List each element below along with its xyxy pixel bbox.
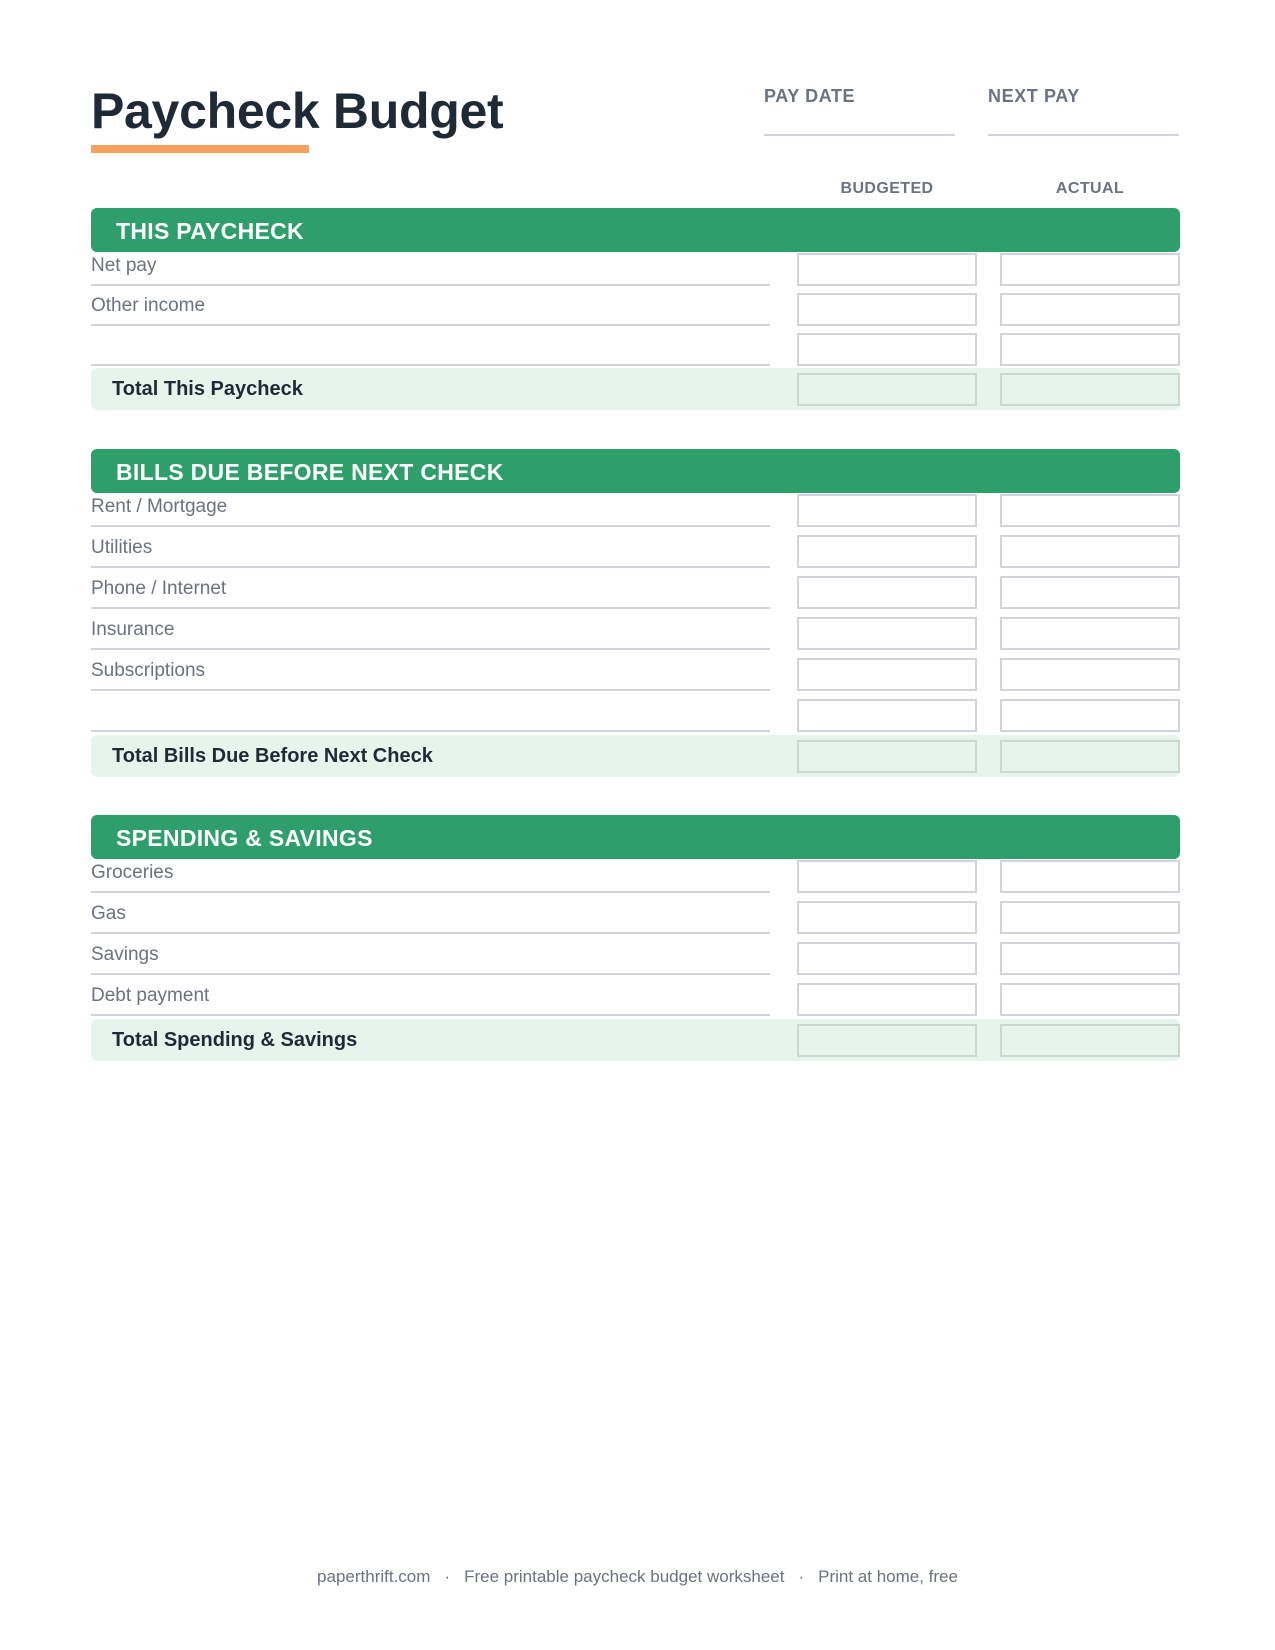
row-label: Utilities <box>91 537 153 558</box>
actual-cell[interactable] <box>1000 617 1180 650</box>
total-actual-cell[interactable] <box>1000 740 1180 773</box>
actual-cell[interactable] <box>1000 535 1180 568</box>
budget-row <box>91 293 1180 333</box>
budget-row <box>91 535 1180 575</box>
total-budgeted-cell[interactable] <box>797 373 977 406</box>
actual-cell[interactable] <box>1000 253 1180 286</box>
budgeted-cell[interactable] <box>797 699 977 732</box>
total-row-spending-savings <box>91 1019 1180 1061</box>
actual-cell[interactable] <box>1000 576 1180 609</box>
row-rule <box>91 607 770 609</box>
budgeted-cell[interactable] <box>797 293 977 326</box>
pay-date-line <box>764 134 955 136</box>
row-rule <box>91 932 770 934</box>
column-header-actual: ACTUAL <box>1055 180 1125 197</box>
row-label: Gas <box>91 903 126 924</box>
section-header-spending-savings: SPENDING & SAVINGS <box>91 815 1180 859</box>
actual-cell[interactable] <box>1000 658 1180 691</box>
footer-separator: · <box>798 1567 805 1586</box>
row-label: Groceries <box>91 862 174 883</box>
total-row-bills <box>91 735 1180 777</box>
total-budgeted-cell[interactable] <box>797 740 977 773</box>
budgeted-cell[interactable] <box>797 576 977 609</box>
total-actual-cell[interactable] <box>1000 373 1180 406</box>
total-label: Total This Paycheck <box>112 378 303 400</box>
total-label: Total Bills Due Before Next Check <box>112 745 433 767</box>
budget-row <box>91 253 1180 293</box>
row-rule <box>91 973 770 975</box>
actual-cell[interactable] <box>1000 699 1180 732</box>
actual-cell[interactable] <box>1000 983 1180 1016</box>
row-label: Savings <box>91 944 159 965</box>
budgeted-cell[interactable] <box>797 658 977 691</box>
row-rule[interactable] <box>91 364 770 366</box>
row-label: Subscriptions <box>91 660 206 681</box>
actual-cell[interactable] <box>1000 494 1180 527</box>
budget-row <box>91 983 1180 1023</box>
budgeted-cell[interactable] <box>797 494 977 527</box>
row-rule[interactable] <box>91 730 770 732</box>
next-pay-field[interactable] <box>988 86 1179 107</box>
row-label: Net pay <box>91 255 157 276</box>
budget-row <box>91 942 1180 982</box>
row-rule <box>91 648 770 650</box>
total-budgeted-cell[interactable] <box>797 1024 977 1057</box>
section-header-this-paycheck: THIS PAYCHECK <box>91 208 1180 252</box>
budgeted-cell[interactable] <box>797 253 977 286</box>
footer-site: paperthrift.com <box>317 1567 431 1586</box>
footer-separator: · <box>444 1567 451 1586</box>
pay-date-field[interactable] <box>764 86 955 107</box>
footer-note: Print at home, free <box>818 1567 958 1586</box>
next-pay-label: NEXT PAY <box>988 86 1080 106</box>
row-label: Phone / Internet <box>91 578 227 599</box>
row-rule <box>91 324 770 326</box>
row-rule <box>91 566 770 568</box>
row-label: Rent / Mortgage <box>91 496 228 517</box>
footer-description: Free printable paycheck budget worksheet <box>464 1567 785 1586</box>
page-title: Paycheck Budget <box>91 83 504 139</box>
budgeted-cell[interactable] <box>797 333 977 366</box>
pay-date-label: PAY DATE <box>764 86 856 106</box>
next-pay-line <box>988 134 1179 136</box>
budget-row <box>91 658 1180 698</box>
actual-cell[interactable] <box>1000 333 1180 366</box>
actual-cell[interactable] <box>1000 860 1180 893</box>
budget-row <box>91 576 1180 616</box>
row-rule <box>91 1014 770 1016</box>
total-actual-cell[interactable] <box>1000 1024 1180 1057</box>
actual-cell[interactable] <box>1000 942 1180 975</box>
budget-row <box>91 617 1180 657</box>
title-underline <box>91 145 309 153</box>
column-header-budgeted: BUDGETED <box>840 180 934 197</box>
row-label: Other income <box>91 295 206 316</box>
budgeted-cell[interactable] <box>797 535 977 568</box>
row-label: Debt payment <box>91 985 210 1006</box>
row-rule <box>91 284 770 286</box>
total-label: Total Spending & Savings <box>112 1029 358 1051</box>
budgeted-cell[interactable] <box>797 860 977 893</box>
row-rule <box>91 689 770 691</box>
actual-cell[interactable] <box>1000 901 1180 934</box>
budget-row <box>91 494 1180 534</box>
budgeted-cell[interactable] <box>797 983 977 1016</box>
row-rule <box>91 525 770 527</box>
budget-row-blank <box>91 333 1180 373</box>
actual-cell[interactable] <box>1000 293 1180 326</box>
row-rule <box>91 891 770 893</box>
budgeted-cell[interactable] <box>797 942 977 975</box>
budget-row <box>91 860 1180 900</box>
budgeted-cell[interactable] <box>797 901 977 934</box>
page-footer <box>0 1567 1275 1587</box>
budget-row-blank <box>91 699 1180 739</box>
total-row-this-paycheck <box>91 368 1180 410</box>
budget-row <box>91 901 1180 941</box>
budgeted-cell[interactable] <box>797 617 977 650</box>
row-label: Insurance <box>91 619 175 640</box>
section-header-bills: BILLS DUE BEFORE NEXT CHECK <box>91 449 1180 493</box>
